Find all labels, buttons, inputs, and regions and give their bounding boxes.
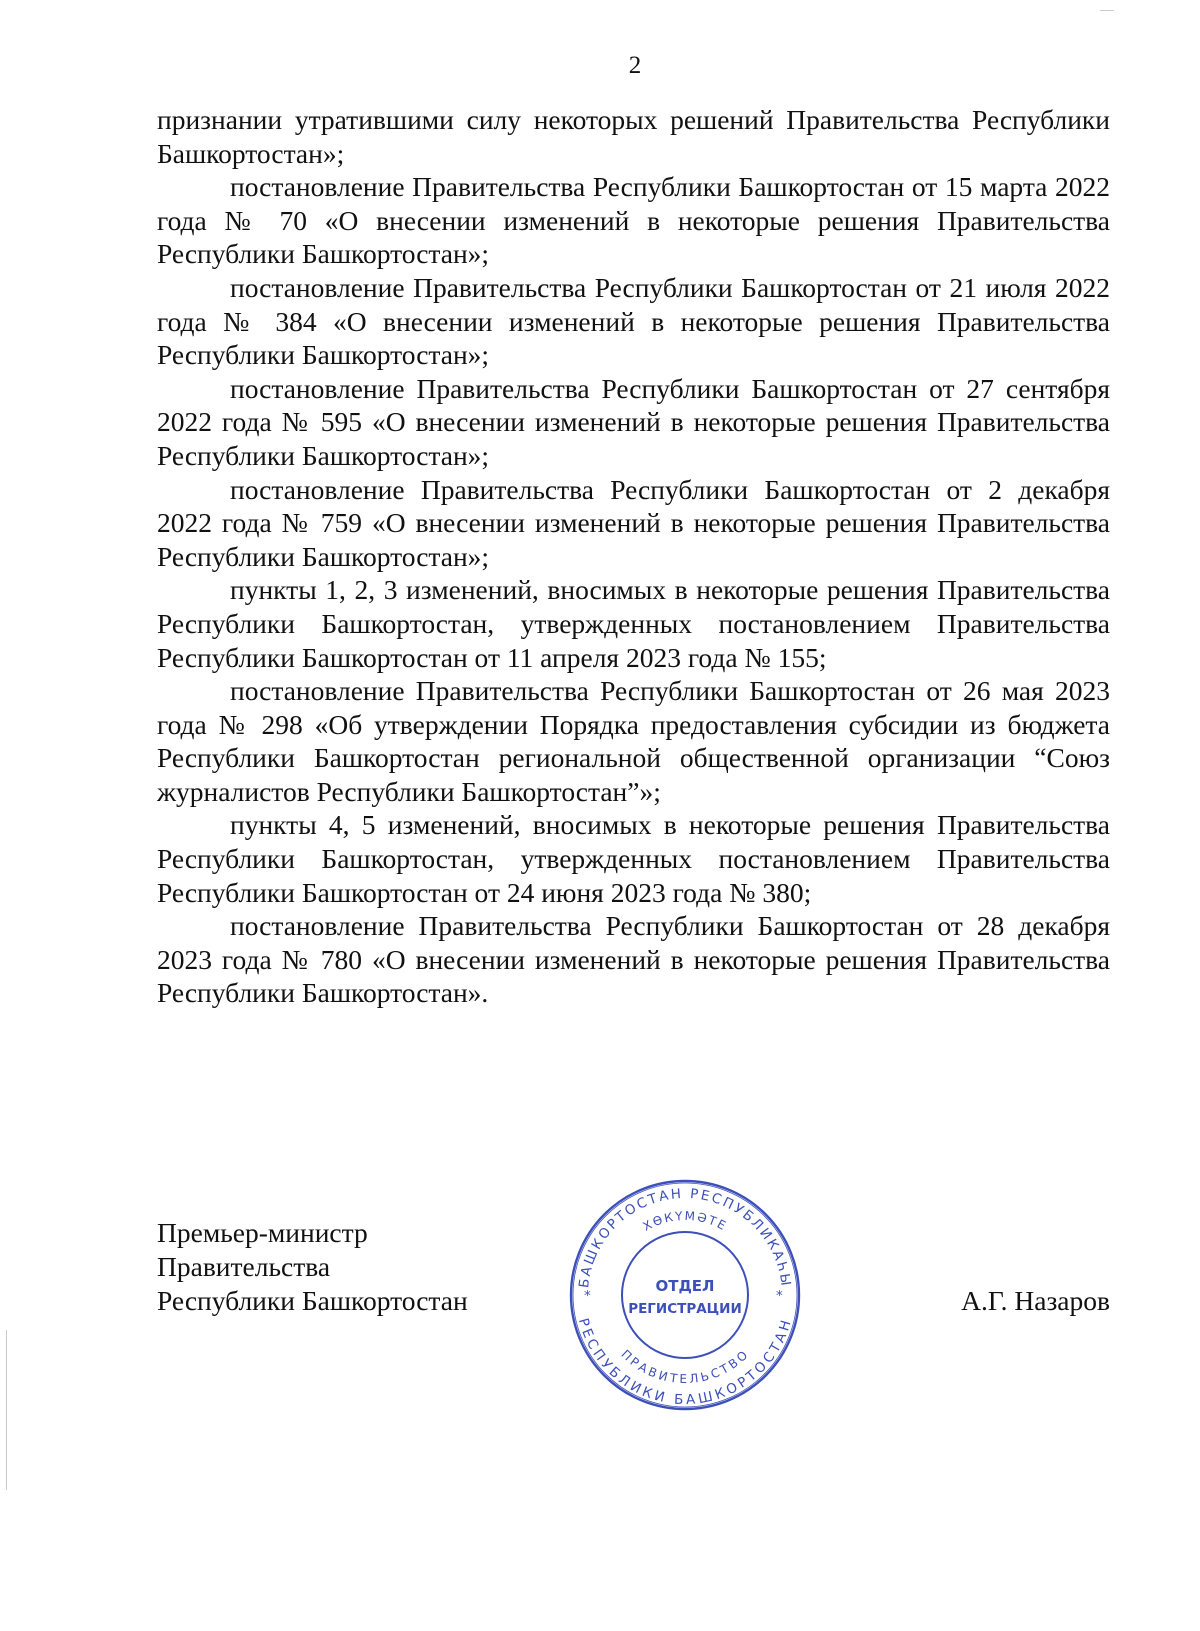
document-body [157, 103, 1110, 1010]
paragraph-continuation: признании утратившими силу некоторых решений Правительства Республики Башкортостан»; [157, 104, 1110, 169]
paragraph-decree-595: постановление Правительства Республики Башкортостан от 27 сентября 2022 года № 595 «О внесении изменений в некоторые решения Правительства Республики Башкортостан»; [157, 372, 1110, 471]
paragraph-decree-759: постановление Правительства Республики Башкортостан от 2 декабря 2022 года № 759 «О внесении изменений в некоторые решения Правительства Республики Башкортостан»; [157, 473, 1110, 572]
paragraph-decree-70: постановление Правительства Республики Башкортостан от 15 марта 2022 года № 70 «О внесении изменений в некоторые решения Правительства Республики Башкортостан»; [157, 171, 1110, 270]
paragraph-points-155: пункты 1, 2, 3 изменений, вносимых в некоторые решения Правительства Республики Башкортостан, утвержденных постановлением Правительства Республики Башкортостан от 11 апреля 2023 года № 155; [157, 574, 1110, 673]
signatory-title-line: Премьер-министр [157, 1217, 368, 1248]
stamp-center-line2: РЕГИСТРАЦИИ [628, 1301, 742, 1317]
paragraph-decree-384: постановление Правительства Республики Башкортостан от 21 июля 2022 года № 384 «О внесении изменений в некоторые решения Правительства Республики Башкортостан»; [157, 271, 1110, 371]
scan-edge-mark [6, 1330, 7, 1490]
signatory-name: А.Г. Назаров [961, 1285, 1110, 1316]
paragraph-points-380: пункты 4, 5 изменений, вносимых в некоторые решения Правительства Республики Башкортостан, утвержденных постановлением Правительства Республики Башкортостан от 24 июня 2023 года № 380; [157, 809, 1110, 908]
stamp-star-left-icon: * [584, 1288, 593, 1304]
signatory-title [157, 1216, 468, 1318]
stamp-seal-icon [566, 1176, 804, 1414]
signatory-title-line: Правительства [157, 1251, 331, 1282]
page-number: 2 [628, 52, 642, 79]
stamp-outer-top-text: БАШКОРТОСТАН РЕСПУБЛИКАҺЫ [576, 1185, 794, 1289]
signatory-title-line: Республики Башкортостан [157, 1285, 468, 1316]
registration-stamp [566, 1176, 804, 1414]
stamp-outer-bottom-text: РЕСПУБЛИКИ БАШКОРТОСТАН [574, 1316, 796, 1409]
stamp-inner-ring [622, 1232, 748, 1358]
scan-edge-mark [1100, 10, 1114, 11]
stamp-star-right-icon: * [776, 1288, 785, 1304]
stamp-inner-top-text: ХӨКҮМӘТЕ [640, 1208, 730, 1234]
stamp-center-line1: ОТДЕЛ [655, 1277, 715, 1295]
paragraph-decree-780: постановление Правительства Республики Башкортостан от 28 декабря 2023 года № 780 «О внесении изменений в некоторые решения Правительства Республики Башкортостан». [157, 910, 1110, 1009]
paragraph-decree-298: постановление Правительства Республики Башкортостан от 26 мая 2023 года № 298 «Об утверждении Порядка предоставления субсидии из бюджета Республики Башкортостан региональной общественной организации “Союз журналистов Республики Башкортостан”»; [157, 675, 1110, 807]
stamp-inner-bottom-text: ПРАВИТЕЛЬСТВО [618, 1347, 752, 1387]
